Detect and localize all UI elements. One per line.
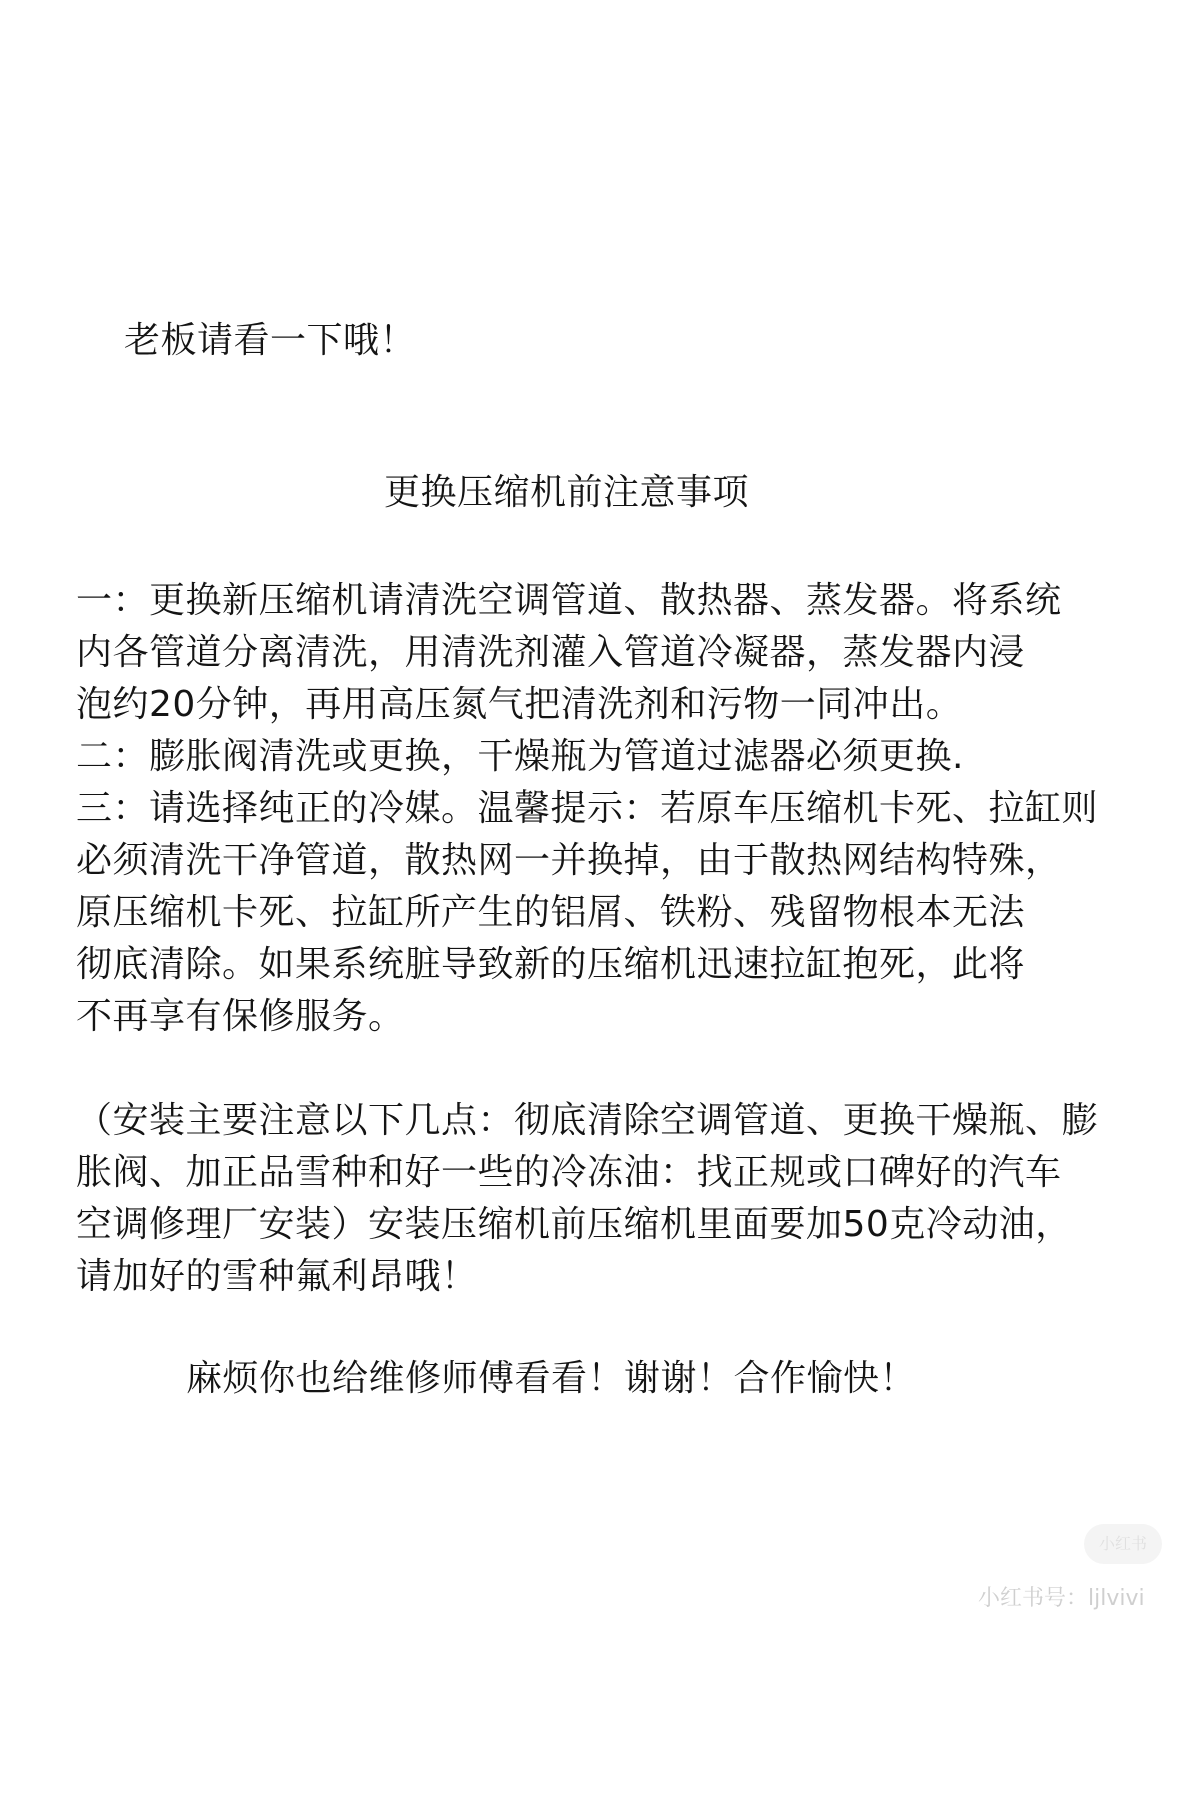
installation-line: （安装主要注意以下几点：彻底清除空调管道、更换干燥瓶、膨 [76, 1100, 1099, 1141]
note-line: 内各管道分离清洗，用清洗剂灌入管道冷凝器，蒸发器内浸 [76, 632, 1026, 673]
note-line: 泡约20分钟，再用高压氮气把清洗剂和污物一同冲出。 [76, 684, 963, 725]
greeting: 老板请看一下哦！ [124, 320, 417, 361]
installation-line: 空调修理厂安装）安装压缩机前压缩机里面要加50克冷动油， [76, 1204, 1072, 1245]
installation-line: 请加好的雪种氟利昂哦！ [76, 1256, 478, 1297]
note-line: 不再享有保修服务。 [76, 996, 405, 1037]
note-line: 三：请选择纯正的冷媒。温馨提示：若原车压缩机卡死、拉缸则 [76, 788, 1099, 829]
watermark-text: 小红书号：ljlvivi [978, 1586, 1145, 1611]
watermark-badge: 小红书 [1084, 1524, 1162, 1564]
page-title: 更换压缩机前注意事项 [384, 472, 750, 513]
note-line: 原压缩机卡死、拉缸所产生的铝屑、铁粉、残留物根本无法 [76, 892, 1026, 933]
note-line: 彻底清除。如果系统脏导致新的压缩机迅速拉缸抱死，此将 [76, 944, 1026, 985]
note-line: 必须清洗干净管道，散热网一并换掉，由于散热网结构特殊， [76, 840, 1062, 881]
note-line: 一：更换新压缩机请清洗空调管道、散热器、蒸发器。将系统 [76, 580, 1062, 621]
note-line: 二：膨胀阀清洗或更换，干燥瓶为管道过滤器必须更换. [76, 736, 964, 777]
installation-line: 胀阀、加正品雪种和好一些的冷冻油：找正规或口碑好的汽车 [76, 1152, 1062, 1193]
closing-remark: 麻烦你也给维修师傅看看！谢谢！合作愉快！ [186, 1358, 917, 1399]
